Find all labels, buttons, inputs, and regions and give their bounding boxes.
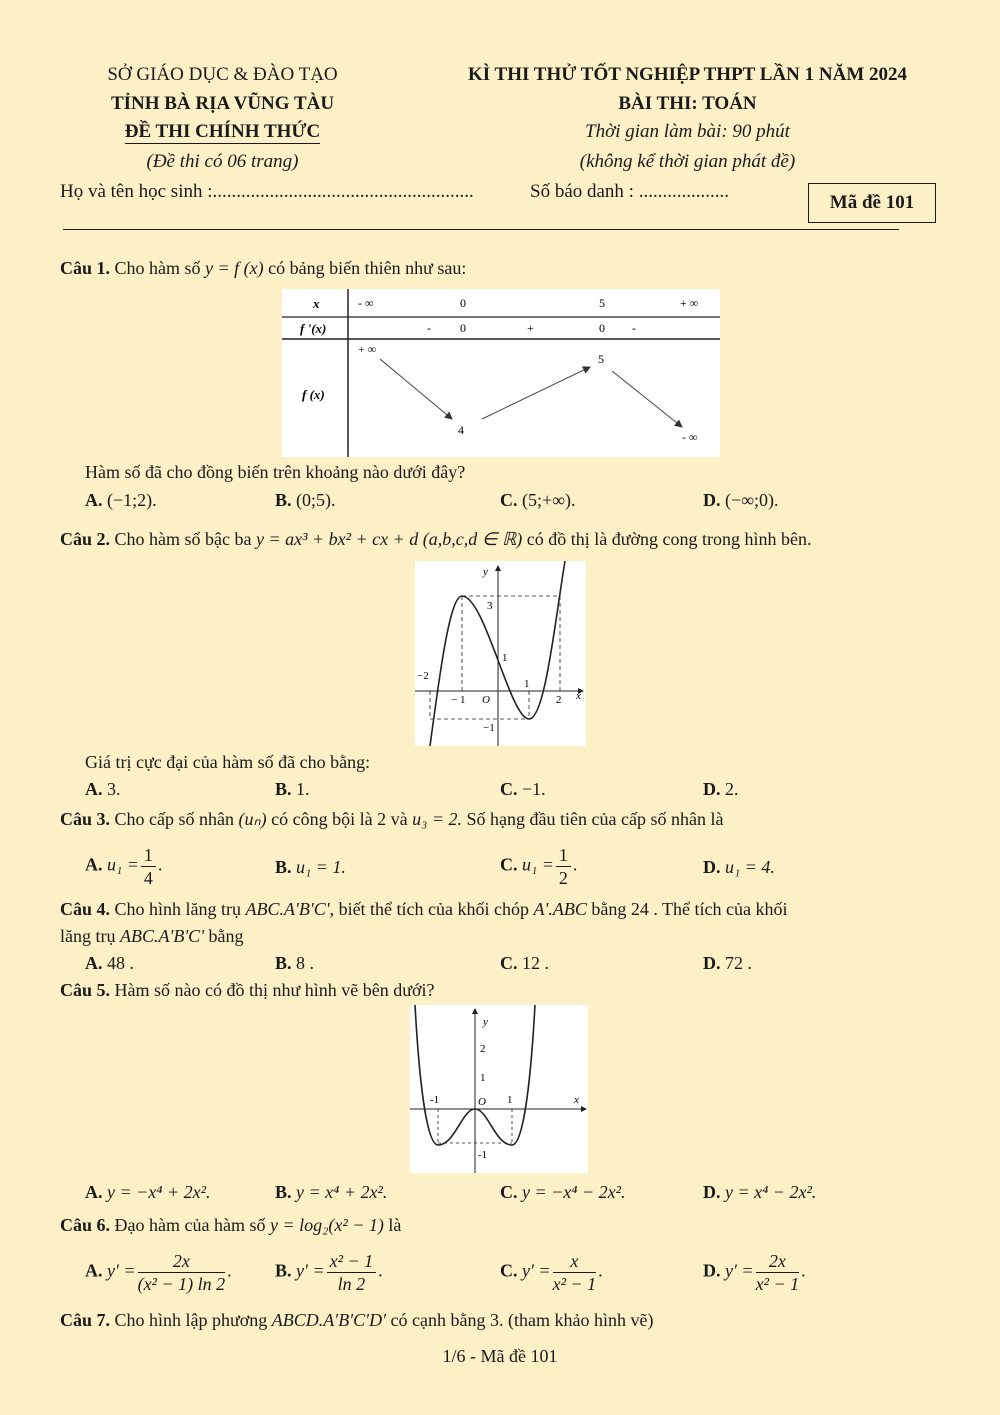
tick-label: 1 xyxy=(480,1072,486,1084)
table-f-val: + ∞ xyxy=(358,342,377,356)
arrow-down-2 xyxy=(612,371,682,427)
option-letter: A. xyxy=(85,490,103,510)
header-right-2: BÀI THI: TOÁN xyxy=(618,93,757,114)
option-letter: D. xyxy=(703,953,721,973)
q4-text5: bằng xyxy=(208,926,244,946)
option-value: 2. xyxy=(725,779,739,799)
option-letter: D. xyxy=(703,490,721,510)
option-value: 12 . xyxy=(522,953,549,973)
fraction xyxy=(141,844,156,889)
option-value: y = x⁴ − 2x². xyxy=(725,1182,817,1202)
variation-table xyxy=(282,289,720,457)
numerator: 2x xyxy=(756,1250,800,1273)
option-value: y = x⁴ + 2x². xyxy=(296,1182,388,1202)
q7-label: Câu 7. xyxy=(60,1310,111,1330)
q3-option-a: A. u₁ = $\frac{1}{4}$ . xyxy=(85,845,163,888)
table-sign: 0 xyxy=(599,321,605,335)
q3-stem xyxy=(60,809,723,830)
option-letter: B. xyxy=(275,490,292,510)
option-letter: D. xyxy=(703,779,721,799)
numerator: 2x xyxy=(138,1250,226,1273)
option-letter: B. xyxy=(275,857,292,877)
option-letter: A. xyxy=(85,1260,103,1281)
option-letter: C. xyxy=(500,953,518,973)
option-value: y = −x⁴ + 2x². xyxy=(107,1182,211,1202)
page-footer: 1/6 - Mã đề 101 xyxy=(442,1346,558,1366)
option-prefix: u₁ = xyxy=(107,854,139,875)
q4-math1: ABC.A'B'C' xyxy=(245,899,330,919)
fraction xyxy=(556,844,571,889)
option-value: u₁ = 1. xyxy=(296,857,346,877)
table-x-val: + ∞ xyxy=(680,296,699,310)
q4-stem-line2 xyxy=(60,926,244,947)
q2-stem xyxy=(60,529,811,550)
option-letter: B. xyxy=(275,1182,292,1202)
option-prefix: u₁ = xyxy=(522,854,554,875)
q2-option-a xyxy=(85,779,121,800)
quartic-graph xyxy=(410,1005,588,1173)
option-letter: D. xyxy=(703,1260,721,1281)
tick-label: 1 xyxy=(507,1094,513,1106)
arrow-up xyxy=(482,367,590,419)
q5-label: Câu 5. xyxy=(60,980,111,1000)
option-letter: D. xyxy=(703,857,721,877)
option-letter: C. xyxy=(500,1260,518,1281)
numerator: 1 xyxy=(141,844,156,867)
denominator: x² − 1 xyxy=(755,1274,800,1294)
q4-text2: , biết thể tích của khối chóp xyxy=(329,899,530,919)
denominator: 4 xyxy=(143,868,153,888)
q6-option-c: C. y′ = $\frac{x}{\text{x² − 1}}$ . xyxy=(500,1251,603,1294)
option-letter: D. xyxy=(703,1182,721,1202)
tick-label: 2 xyxy=(480,1043,486,1055)
q4-stem xyxy=(60,899,930,920)
tick-label: −2 xyxy=(417,670,429,682)
q3-text-mid: có công bội là 2 và xyxy=(271,809,408,829)
q4-option-d xyxy=(703,953,752,974)
fraction xyxy=(327,1250,377,1295)
option-letter: A. xyxy=(85,953,103,973)
option-value: 3. xyxy=(107,779,121,799)
option-value: 72 . xyxy=(725,953,752,973)
option-letter: C. xyxy=(500,854,518,875)
header-right-1: KÌ THI THỬ TỐT NGHIỆP THPT LẦN 1 NĂM 2024 xyxy=(467,64,908,85)
q1-text-pre: Cho hàm số xyxy=(114,258,201,278)
arrow-down-1 xyxy=(380,359,452,419)
q1-option-a xyxy=(85,490,157,511)
q1-label: Câu 1. xyxy=(60,258,111,278)
fraction xyxy=(756,1250,800,1295)
option-letter: A. xyxy=(85,1182,103,1202)
q2-text-post: có đồ thị là đường cong trong hình bên. xyxy=(526,529,812,549)
q5-text: Hàm số nào có đồ thị như hình vẽ bên dưới? xyxy=(114,980,435,1000)
fraction xyxy=(138,1250,226,1295)
table-f-val: 4 xyxy=(458,423,464,437)
option-letter: A. xyxy=(85,854,103,875)
option-letter: C. xyxy=(500,1182,518,1202)
option-value: 1. xyxy=(296,779,310,799)
axis-x-label: x xyxy=(576,690,581,702)
table-sign: + xyxy=(527,321,534,335)
tick-label: 1 xyxy=(502,652,508,664)
q7-stem xyxy=(60,1310,653,1331)
header-left-2: TỈNH BÀ RỊA VŨNG TÀU xyxy=(110,93,335,114)
cubic-graph xyxy=(415,561,586,746)
q4-option-a xyxy=(85,953,134,974)
q6-option-d: D. y′ = $\frac{2x}{\text{x² − 1}}$ . xyxy=(703,1251,806,1294)
q3-option-d xyxy=(703,857,775,878)
q2-option-b xyxy=(275,779,310,800)
q4-math2: A'.ABC xyxy=(533,899,587,919)
option-prefix: y′ = xyxy=(107,1260,136,1281)
option-letter: B. xyxy=(275,953,292,973)
option-letter: C. xyxy=(500,779,518,799)
q4-text4: lăng trụ xyxy=(60,926,116,946)
q7-text-pre: Cho hình lập phương xyxy=(114,1310,268,1330)
tick-label: 3 xyxy=(487,600,493,612)
option-letter: B. xyxy=(275,779,292,799)
q1-stem xyxy=(60,258,466,279)
option-value: (5;+∞). xyxy=(522,490,576,510)
q3-math2: u₃ = 2. xyxy=(412,809,463,829)
numerator: 1 xyxy=(556,844,571,867)
numerator: x xyxy=(553,1250,597,1273)
q6-option-a: A. y′ = $\frac{2x}{\text{(x² − 1) ln 2}}$ . xyxy=(85,1251,232,1294)
table-x-label: x xyxy=(313,296,320,311)
q3-math1: (uₙ) xyxy=(238,809,267,829)
q3-text-post: Số hạng đầu tiên của cấp số nhân là xyxy=(466,809,724,829)
tick-label: -1 xyxy=(478,1149,488,1161)
axis-x-label: x xyxy=(574,1094,579,1106)
q7-text-post: có cạnh bằng 3. (tham khảo hình vẽ) xyxy=(390,1310,654,1330)
origin-label: O xyxy=(482,694,490,706)
axis-y-label: y xyxy=(483,566,488,578)
q6-math: y = log₂(x² − 1) xyxy=(269,1215,384,1235)
student-name-line: Họ và tên học sinh :....................................................... xyxy=(60,181,474,202)
option-prefix: y′ = xyxy=(725,1260,754,1281)
tick-label: −1 xyxy=(483,722,495,734)
fraction xyxy=(553,1250,597,1295)
q3-text-pre: Cho cấp số nhân xyxy=(114,809,234,829)
table-x-val: 0 xyxy=(460,296,466,310)
q4-math3: ABC.A'B'C' xyxy=(120,926,205,946)
axis-y-label: y xyxy=(483,1016,488,1028)
option-prefix: y′ = xyxy=(522,1260,551,1281)
option-prefix: y′ = xyxy=(296,1260,325,1281)
option-value: (−∞;0). xyxy=(725,490,779,510)
exam-code-box: Mã đề 101 xyxy=(808,183,936,223)
option-value: 48 . xyxy=(107,953,134,973)
q2-prompt: Giá trị cực đại của hàm số đã cho bằng: xyxy=(85,752,371,772)
q1-math: y = f (x) xyxy=(205,258,264,278)
q2-option-c xyxy=(500,779,546,800)
option-value: 8 . xyxy=(296,953,315,973)
denominator: (x² − 1) ln 2 xyxy=(137,1274,226,1294)
option-letter: C. xyxy=(500,490,518,510)
q3-option-c: C. u₁ = $\frac{1}{2}$ . xyxy=(500,845,578,888)
origin-label: O xyxy=(478,1096,486,1108)
denominator: ln 2 xyxy=(337,1274,366,1294)
q4-label: Câu 4. xyxy=(60,899,111,919)
table-sign: - xyxy=(427,321,431,335)
q3-label: Câu 3. xyxy=(60,809,111,829)
tick-label: 1 xyxy=(524,678,530,690)
q6-option-b: B. y′ = $\frac{\text{x² − 1}}{\ln 2}$ . xyxy=(275,1251,383,1294)
tick-label: 2 xyxy=(556,694,562,706)
q3-option-b xyxy=(275,857,346,878)
header-left-4: (Đề thi có 06 trang) xyxy=(146,151,299,172)
official-exam-label: ĐỀ THI CHÍNH THỨC xyxy=(124,121,321,142)
table-sign: - xyxy=(632,321,636,335)
candidate-number-line: Số báo danh : ................... xyxy=(530,181,729,202)
header-right-4: (không kể thời gian phát đề) xyxy=(579,151,796,172)
option-value: (0;5). xyxy=(296,490,336,510)
table-x-val: 5 xyxy=(599,296,605,310)
denominator: x² − 1 xyxy=(552,1274,597,1294)
q6-text-post: là xyxy=(388,1215,402,1235)
table-f-val: 5 xyxy=(598,352,604,366)
q5-option-d xyxy=(703,1182,816,1203)
q2-label: Câu 2. xyxy=(60,529,111,549)
q5-option-b xyxy=(275,1182,387,1203)
q5-option-c xyxy=(500,1182,626,1203)
q6-stem xyxy=(60,1215,401,1236)
q4-option-c xyxy=(500,953,549,974)
table-fp-label: f '(x) xyxy=(300,321,327,336)
q4-text1: Cho hình lăng trụ xyxy=(114,899,242,919)
header-divider xyxy=(63,229,899,230)
table-x-val: - ∞ xyxy=(358,296,374,310)
q5-option-a xyxy=(85,1182,211,1203)
table-sign: 0 xyxy=(460,321,466,335)
option-letter: A. xyxy=(85,779,103,799)
option-value: (−1;2). xyxy=(107,490,157,510)
q1-prompt: Hàm số đã cho đồng biến trên khoảng nào dưới đây? xyxy=(85,462,466,482)
tick-label: − 1 xyxy=(451,694,466,706)
option-value: −1. xyxy=(522,779,546,799)
table-f-val: - ∞ xyxy=(682,430,698,444)
q2-math: y = ax³ + bx² + cx + d (a,b,c,d ∈ ℝ) xyxy=(255,529,523,549)
header-left-1: SỞ GIÁO DỤC & ĐÀO TẠO xyxy=(107,64,338,85)
option-value: u₁ = 4. xyxy=(725,857,775,877)
q5-stem xyxy=(60,980,435,1001)
header-right-3: Thời gian làm bài: 90 phút xyxy=(585,121,790,142)
q7-math: ABCD.A′B′C′D′ xyxy=(271,1310,387,1330)
table-f-label: f (x) xyxy=(302,387,325,402)
q1-text-post: có bảng biến thiên như sau: xyxy=(268,258,467,278)
option-letter: B. xyxy=(275,1260,292,1281)
header-left-3 xyxy=(60,121,385,143)
q2-text-pre: Cho hàm số bậc ba xyxy=(114,529,252,549)
q1-option-d xyxy=(703,490,778,511)
tick-label: -1 xyxy=(430,1094,440,1106)
numerator: x² − 1 xyxy=(327,1250,377,1273)
q6-text-pre: Đạo hàm của hàm số xyxy=(114,1215,266,1235)
option-value: y = −x⁴ − 2x². xyxy=(522,1182,626,1202)
q1-option-b xyxy=(275,490,336,511)
q6-label: Câu 6. xyxy=(60,1215,111,1235)
q4-text3: bằng 24 . Thể tích của khối xyxy=(591,899,788,919)
q4-option-b xyxy=(275,953,314,974)
q2-option-d xyxy=(703,779,739,800)
q1-option-c xyxy=(500,490,575,511)
denominator: 2 xyxy=(558,868,568,888)
